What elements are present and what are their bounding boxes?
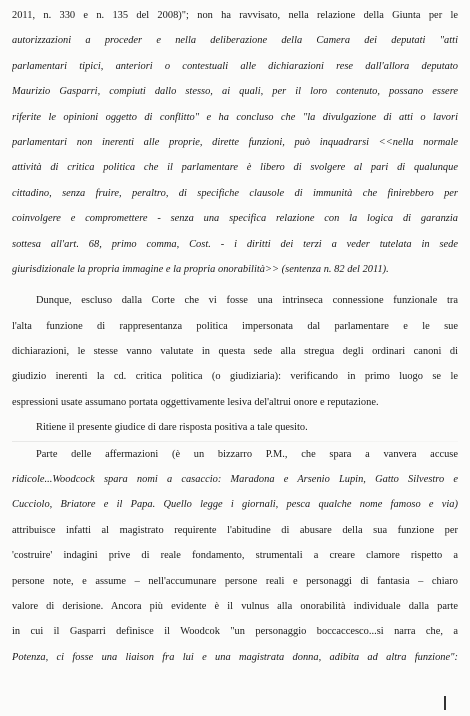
paragraph-dunque: [12, 288, 458, 415]
text-line: Ritiene il presente giudice di dare risposta positiva a tale quesito.: [36, 422, 308, 434]
text-line: attribuisce infatti al magistrato requirente l'abitudine di abusare della sua funzione per: [12, 524, 458, 536]
paragraph-ritiene: [12, 415, 458, 440]
text-line: coinvolgere e compromettere - senza una specifica relazione con la logica di garanzia: [12, 213, 458, 225]
text-line: valore di derisione. Ancora più evidente è il vulnus alla onorabilità individuale dalla parte: [12, 600, 458, 612]
text-line: Parte delle affermazioni (è un bizzarro P.M., che spara a vanvera accuse: [36, 448, 458, 460]
page-edge-mark: [444, 696, 446, 710]
text-line: Dunque, escluso dalla Corte che vi fosse una intrinseca connessione funzionale tra: [36, 295, 458, 307]
paragraph-affermazioni: [12, 442, 458, 671]
text-line: parlamentari tipici, anteriori o contestuali alle dichiarazioni rese dall'allora deputato: [12, 60, 458, 72]
text-line: in cui il Gasparri definisce il Woodcok "un personaggio boccaccesco...si narra che, a: [12, 626, 458, 638]
text-line: dichiarazioni, le stesse vanno valutate in questa sede alla stregua degli ordinari canoni di: [12, 346, 458, 358]
text-line: 'costruire' indagini prive di reale fondamento, strumentali a creare clamore rispetto a: [12, 550, 458, 562]
text-line: ridicole...Woodcock spara nomi a casaccio: Maradona e Arsenio Lupin, Gatto Silvestro e: [12, 474, 458, 486]
text-line: attività di critica politica che il parlamentare è libero di svolgere al pari di qualunque: [12, 162, 458, 174]
text-line: autorizzazioni a proceder e nella deliberazione della Camera dei deputati "atti: [12, 35, 458, 47]
text-line: sottesa all'art. 68, primo comma, Cost. - i diritti dei terzi a veder tutelata in sede: [12, 238, 458, 250]
text-line: giudizio inerenti la cd. critica politica (o giudiziaria): verificando in primo luogo se le: [12, 371, 458, 383]
text-line: Potenza, ci fosse una liaison fra lui e una magistrata donna, adibita ad altra funzione":: [12, 651, 458, 663]
text-line: Maurizio Gasparri, compiuti dallo stesso, ai quali, per il loro contenuto, possano essere: [12, 86, 458, 98]
text-line: persone note, e assume – nell'accumunare persone reali e personaggi di fantasia – chiaro: [12, 575, 458, 587]
text-line: parlamentari non inerenti alle proprie, dirette funzioni, può inquadrarsi <<nella normale: [12, 136, 458, 148]
text-line: riferite le opinioni oggetto di conflitto" e ha concluso che "la divulgazione di atti o lavori: [12, 111, 458, 123]
text-line: cittadino, senza fruire, peraltro, di specifiche clausole di immunità che finirebbero per: [12, 187, 458, 199]
text-line: giurisdizionale la propria immagine e la propria onorabilità>> (sentenza n. 82 del 2011).: [12, 263, 389, 275]
text-line: 2011, n. 330 e n. 135 del 2008)"; non ha ravvisato, nella relazione della Giunta per le: [12, 10, 458, 21]
text-line: espressioni usate assumano portata oggettivamente lesiva del'altrui onore e reputazione.: [12, 396, 379, 408]
text-line: Cucciolo, Briatore e il Papa. Quello legge i giornali, pesca qualche nome famoso e via): [12, 499, 458, 511]
text-line: l'alta funzione di rappresentanza politica impersonata dal parlamentare e le sue: [12, 320, 458, 332]
paragraph-quoted-ruling: [12, 3, 458, 282]
